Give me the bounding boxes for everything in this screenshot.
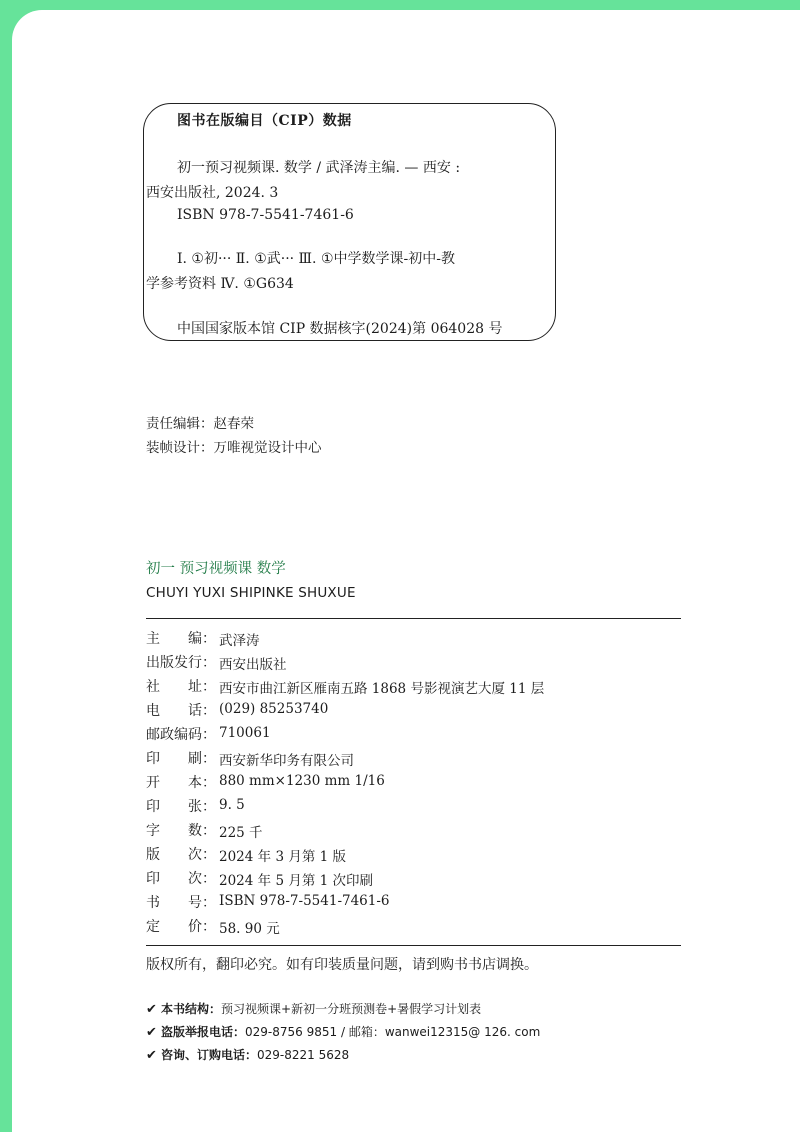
info-label: 邮政编码：: [146, 727, 216, 743]
note-label: 咨询、订购电话：: [161, 1048, 258, 1062]
info-value: 225 千: [219, 825, 263, 841]
bottom-divider: [146, 945, 681, 946]
info-value: 880 mm×1230 mm 1/16: [219, 773, 385, 789]
book-title-en: CHUYI YUXI SHIPINKE SHUXUE: [146, 585, 356, 601]
info-label: 出版发行：: [146, 655, 216, 671]
info-value: 西安新华印务有限公司: [219, 753, 354, 769]
info-value: 2024 年 3 月第 1 版: [219, 849, 346, 865]
cip-title: 图书在版编目（CIP）数据: [177, 113, 352, 129]
cover-design: 装帧设计：万唯视觉设计中心: [146, 440, 322, 456]
cip-line: 西安出版社, 2024. 3: [146, 185, 279, 201]
info-value: ISBN 978-7-5541-7461-6: [219, 893, 390, 909]
cip-line: 初一预习视频课. 数学 / 武泽涛主编. — 西安 :: [177, 160, 461, 176]
cip-line: 中国国家版本馆 CIP 数据核字(2024)第 064028 号: [177, 321, 503, 337]
info-label: 社 址：: [146, 679, 216, 695]
info-value: 武泽涛: [219, 633, 260, 649]
note-structure: [146, 1000, 481, 1017]
info-label: 定 价：: [146, 919, 216, 935]
book-title-cn: 初一 预习视频课 数学: [146, 561, 286, 577]
info-value: 710061: [219, 725, 271, 741]
note-value: 029-8221 5628: [257, 1048, 350, 1062]
check-icon: ✔: [146, 1002, 157, 1017]
note-value: 预习视频课+新初一分班预测卷+暑假学习计划表: [221, 1002, 482, 1016]
note-piracy: [146, 1023, 540, 1040]
info-value: 58. 90 元: [219, 921, 280, 937]
info-value: 西安出版社: [219, 657, 287, 673]
info-label: 书 号：: [146, 895, 216, 911]
info-label: 字 数：: [146, 823, 216, 839]
copyright-notice: 版权所有，翻印必究。如有印装质量问题，请到购书书店调换。: [146, 957, 538, 973]
check-icon: ✔: [146, 1048, 157, 1063]
info-value: 西安市曲江新区雁南五路 1868 号影视演艺大厦 11 层: [219, 681, 545, 697]
info-label: 版 次：: [146, 847, 216, 863]
check-icon: ✔: [146, 1025, 157, 1040]
cip-line: ISBN 978-7-5541-7461-6: [177, 207, 354, 223]
info-label: 印 张：: [146, 799, 216, 815]
info-label: 电 话：: [146, 703, 216, 719]
note-label: 盗版举报电话：: [161, 1025, 246, 1039]
note-label: 本书结构：: [161, 1002, 222, 1016]
cip-line: Ⅰ. ①初··· Ⅱ. ①武··· Ⅲ. ①中学数学课-初中-教: [177, 251, 455, 267]
info-value: 2024 年 5 月第 1 次印刷: [219, 873, 373, 889]
info-label: 主 编：: [146, 631, 216, 647]
responsible-editor: 责任编辑：赵春荣: [146, 416, 254, 432]
cip-line: 学参考资料 Ⅳ. ①G634: [146, 276, 294, 292]
info-label: 印 次：: [146, 871, 216, 887]
top-divider: [146, 618, 681, 619]
info-value: 9. 5: [219, 797, 245, 813]
note-contact: [146, 1046, 349, 1063]
info-label: 开 本：: [146, 775, 216, 791]
info-value: (029) 85253740: [219, 701, 329, 717]
info-label: 印 刷：: [146, 751, 216, 767]
note-value: 029-8756 9851 / 邮箱：wanwei12315@ 126. com: [245, 1025, 541, 1039]
